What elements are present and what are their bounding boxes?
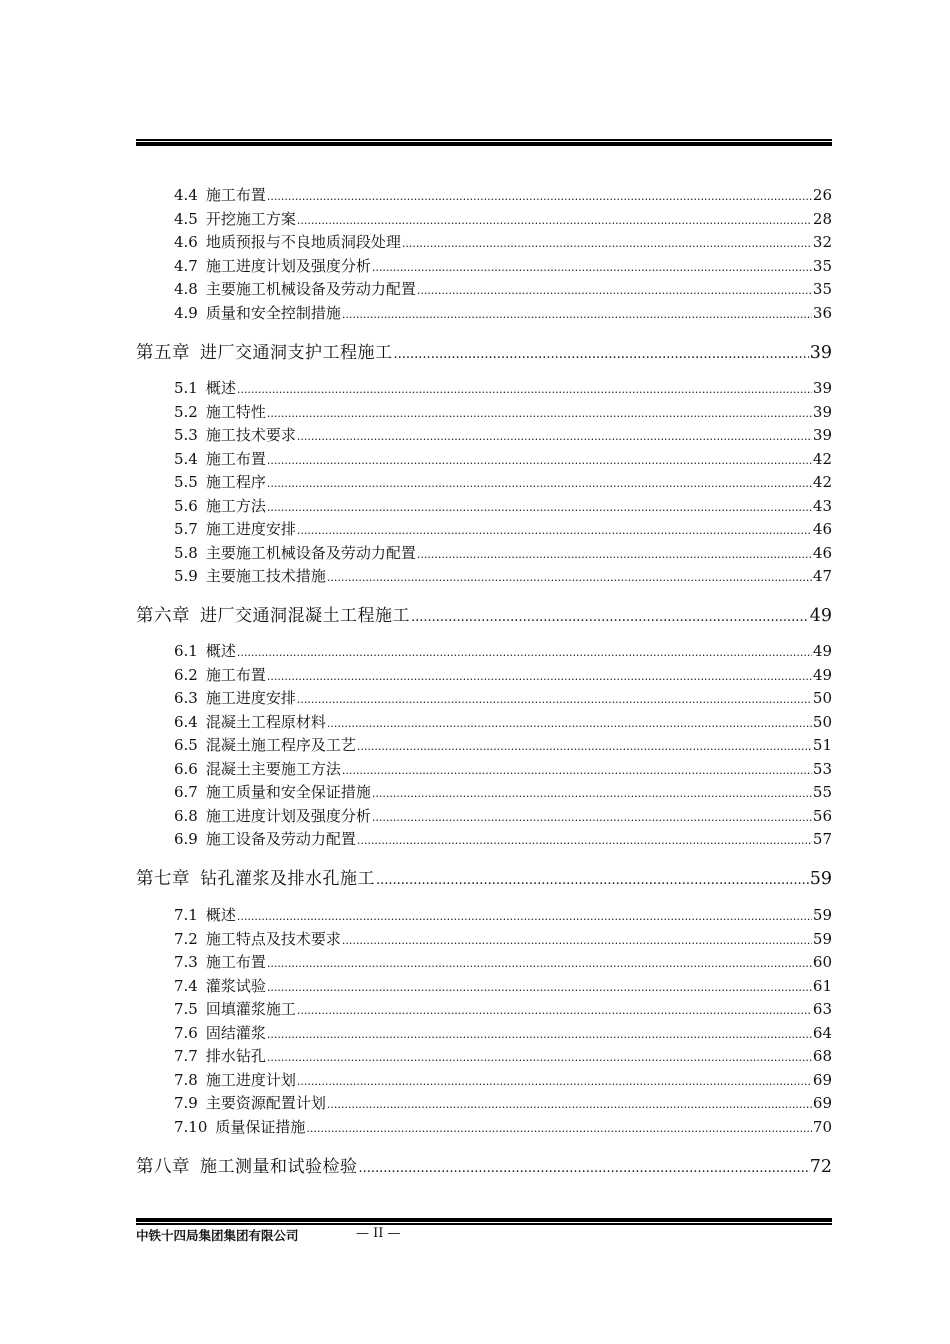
toc-section-title: 质量和安全控制措施 — [205, 303, 341, 322]
toc-dot-leader — [297, 1004, 812, 1017]
toc-chapter-entry[interactable] — [136, 338, 832, 364]
toc-page-number: 39 — [809, 343, 832, 363]
toc-section-title: 施工特性 — [205, 402, 266, 421]
toc-section-number: 6.3 — [174, 689, 198, 707]
toc-section-title: 施工质量和安全保证措施 — [205, 783, 371, 801]
footer-rule — [136, 1218, 832, 1225]
toc-page-number: 53 — [812, 759, 832, 778]
toc-section-title: 主要施工机械设备及劳动力配置 — [205, 543, 416, 562]
toc-chapter-title: 钻孔灌浆及排水孔施工 — [200, 869, 375, 889]
toc-section-number: 6.6 — [174, 759, 198, 778]
toc-section-entry[interactable] — [174, 1116, 832, 1138]
toc-section-number: 5.6 — [174, 496, 198, 515]
toc-section-number: 4.8 — [174, 280, 198, 298]
toc-section-title: 施工方法 — [205, 496, 266, 515]
toc-dot-leader — [327, 1098, 812, 1111]
toc-dot-leader — [267, 957, 812, 970]
toc-dot-leader — [402, 237, 812, 250]
toc-dot-leader — [394, 347, 809, 362]
toc-dot-leader — [372, 261, 812, 274]
toc-dot-leader — [327, 717, 812, 730]
toc-section-title: 施工程序 — [205, 473, 266, 491]
toc-section-entry[interactable] — [174, 687, 832, 709]
toc-section-title: 主要资源配置计划 — [205, 1094, 326, 1112]
toc-dot-leader — [267, 454, 812, 467]
toc-section-entry[interactable] — [174, 495, 832, 517]
toc-section-title: 主要施工技术措施 — [205, 567, 326, 585]
toc-dot-leader — [372, 811, 812, 824]
toc-section-entry[interactable] — [174, 781, 832, 803]
toc-section-entry[interactable] — [174, 998, 832, 1020]
toc-section-entry[interactable] — [174, 828, 832, 850]
toc-section-number: 6.8 — [174, 806, 198, 825]
toc-chapter-label: 第八章 — [136, 1157, 190, 1177]
toc-section-title: 施工进度安排 — [205, 520, 296, 538]
toc-page-number: 60 — [812, 953, 832, 971]
toc-section-number: 6.1 — [174, 642, 198, 660]
toc-dot-leader — [267, 477, 812, 490]
toc-section-entry[interactable] — [174, 565, 832, 587]
toc-section-number: 6.9 — [174, 830, 198, 848]
toc-section-number: 5.7 — [174, 520, 198, 538]
toc-page-number: 36 — [812, 303, 832, 322]
toc-section-number: 4.9 — [174, 303, 198, 322]
toc-section-title: 施工布置 — [205, 665, 266, 684]
toc-section-number: 5.9 — [174, 567, 198, 585]
toc-section-number: 5.4 — [174, 449, 198, 468]
toc-section-entry[interactable] — [174, 401, 832, 423]
toc-dot-leader — [297, 524, 812, 537]
toc-section-entry[interactable] — [174, 542, 832, 564]
toc-section-title: 概述 — [205, 379, 236, 397]
toc-chapter-entry[interactable] — [136, 601, 832, 627]
toc-section-entry[interactable] — [174, 1022, 832, 1044]
toc-section-entry[interactable] — [174, 302, 832, 324]
toc-page-number: 56 — [812, 806, 832, 825]
toc-dot-leader — [267, 670, 812, 683]
toc-dot-leader — [267, 1051, 812, 1064]
toc-page-number: 43 — [812, 496, 832, 515]
toc-section-entry[interactable] — [174, 471, 832, 493]
toc-section-entry[interactable] — [174, 928, 832, 950]
toc-dot-leader — [267, 407, 812, 420]
toc-dot-leader — [237, 646, 812, 659]
toc-section-number: 7.6 — [174, 1023, 198, 1042]
toc-dot-leader — [306, 1122, 811, 1135]
toc-section-number: 5.3 — [174, 426, 198, 444]
toc-dot-leader — [357, 834, 812, 847]
toc-page-number: 42 — [812, 449, 832, 468]
toc-dot-leader — [267, 190, 812, 203]
toc-page-number: 64 — [812, 1023, 832, 1042]
toc-section-entry[interactable] — [174, 424, 832, 446]
toc-page-number: 59 — [809, 869, 832, 889]
toc-page-number: 72 — [809, 1157, 832, 1177]
toc-page-number: 61 — [812, 976, 832, 995]
toc-page-number: 50 — [812, 689, 832, 707]
toc-chapter-label: 第五章 — [136, 343, 190, 363]
toc-section-entry[interactable] — [174, 805, 832, 827]
toc-chapter-title: 进厂交通洞混凝土工程施工 — [200, 606, 410, 626]
toc-dot-leader — [359, 1161, 809, 1176]
toc-section-number: 4.5 — [174, 209, 198, 228]
toc-dot-leader — [327, 571, 812, 584]
toc-dot-leader — [342, 764, 812, 777]
toc-page-number: 32 — [812, 233, 832, 251]
toc-section-entry[interactable] — [174, 975, 832, 997]
toc-section-entry[interactable] — [174, 904, 832, 926]
toc-section-entry[interactable] — [174, 208, 832, 230]
toc-section-number: 7.3 — [174, 953, 198, 971]
toc-dot-leader — [417, 548, 812, 561]
toc-page-number: 49 — [812, 642, 832, 660]
toc-section-entry[interactable] — [174, 640, 832, 662]
toc-section-number: 7.4 — [174, 976, 198, 995]
toc-section-number: 6.7 — [174, 783, 198, 801]
page-footer — [136, 1226, 401, 1244]
toc-section-entry[interactable] — [174, 734, 832, 756]
toc-section-title: 施工进度安排 — [205, 689, 296, 707]
toc-dot-leader — [297, 214, 812, 227]
toc-section-number: 5.5 — [174, 473, 198, 491]
toc-page-number: 63 — [812, 1000, 832, 1018]
toc-section-title: 概述 — [205, 642, 236, 660]
toc-section-title: 固结灌浆 — [205, 1023, 266, 1042]
toc-chapter-title: 进厂交通洞支护工程施工 — [200, 343, 393, 363]
toc-section-title: 施工布置 — [205, 953, 266, 971]
toc-section-entry[interactable] — [174, 951, 832, 973]
toc-section-title: 施工设备及劳动力配置 — [205, 830, 356, 848]
toc-page-number: 42 — [812, 473, 832, 491]
toc-section-number: 7.8 — [174, 1070, 198, 1089]
toc-section-title: 施工特点及技术要求 — [205, 929, 341, 948]
toc-page-number: 69 — [812, 1070, 832, 1089]
toc-dot-leader — [342, 308, 812, 321]
toc-dot-leader — [237, 910, 812, 923]
toc-chapter-title: 施工测量和试验检验 — [200, 1157, 358, 1177]
toc-dot-leader — [297, 1075, 812, 1088]
toc-page-number: 70 — [812, 1117, 832, 1136]
toc-page-number: 39 — [812, 379, 832, 397]
toc-section-number: 7.9 — [174, 1094, 198, 1112]
toc-section-entry[interactable] — [174, 377, 832, 399]
toc-section-title: 地质预报与不良地质洞段处理 — [205, 233, 401, 251]
toc-section-title: 施工进度计划 — [205, 1070, 296, 1089]
toc-dot-leader — [357, 740, 812, 753]
toc-section-title: 灌浆试验 — [205, 976, 266, 995]
toc-page-number: 26 — [812, 186, 832, 204]
toc-section-number: 4.6 — [174, 233, 198, 251]
toc-section-entry[interactable] — [174, 184, 832, 206]
toc-page-number: 49 — [809, 606, 832, 626]
toc-dot-leader — [267, 1028, 812, 1041]
toc-page-number: 47 — [812, 567, 832, 585]
toc-section-entry[interactable] — [174, 255, 832, 277]
toc-section-title: 施工布置 — [205, 186, 266, 204]
toc-section-entry[interactable] — [174, 758, 832, 780]
toc-chapter-label: 第六章 — [136, 606, 190, 626]
toc-page-number: 51 — [812, 736, 832, 754]
toc-page-number: 49 — [812, 665, 832, 684]
toc-section-title: 概述 — [205, 906, 236, 924]
toc-chapter-label: 第七章 — [136, 869, 190, 889]
toc-dot-leader — [297, 430, 812, 443]
toc-section-entry[interactable] — [174, 518, 832, 540]
toc-page-number: 39 — [812, 402, 832, 421]
toc-section-number: 5.2 — [174, 402, 198, 421]
toc-section-entry[interactable] — [174, 1092, 832, 1114]
toc-section-title: 施工进度计划及强度分析 — [205, 806, 371, 825]
toc-section-title: 施工布置 — [205, 449, 266, 468]
toc-section-number: 4.4 — [174, 186, 198, 204]
toc-page-number: 68 — [812, 1047, 832, 1065]
toc-page-number: 69 — [812, 1094, 832, 1112]
toc-section-number: 7.2 — [174, 929, 198, 948]
toc-page-number: 59 — [812, 906, 832, 924]
toc-section-title: 混凝土主要施工方法 — [205, 759, 341, 778]
toc-section-title: 排水钻孔 — [205, 1047, 266, 1065]
toc-page-number: 46 — [812, 543, 832, 562]
toc-page-number: 59 — [812, 929, 832, 948]
toc-page-number: 39 — [812, 426, 832, 444]
footer-page-number: — II — — [356, 1226, 401, 1241]
toc-dot-leader — [417, 284, 812, 297]
toc-section-title: 施工技术要求 — [205, 426, 296, 444]
toc-dot-leader — [237, 383, 812, 396]
toc-section-number: 6.5 — [174, 736, 198, 754]
toc-section-entry[interactable] — [174, 1045, 832, 1067]
toc-section-number: 7.5 — [174, 1000, 198, 1018]
toc-section-number: 7.10 — [174, 1117, 208, 1136]
toc-section-title: 混凝土工程原材料 — [205, 712, 326, 731]
toc-section-title: 施工进度计划及强度分析 — [205, 256, 371, 275]
toc-dot-leader — [372, 787, 812, 800]
toc-dot-leader — [297, 693, 812, 706]
toc-section-title: 回填灌浆施工 — [205, 1000, 296, 1018]
toc-dot-leader — [342, 934, 812, 947]
toc-dot-leader — [267, 501, 812, 514]
toc-section-title: 质量保证措施 — [215, 1117, 306, 1136]
toc-page-number: 35 — [812, 280, 832, 298]
toc-dot-leader — [267, 981, 812, 994]
toc-section-entry[interactable] — [174, 711, 832, 733]
toc-section-entry[interactable] — [174, 664, 832, 686]
toc-section-title: 混凝土施工程序及工艺 — [205, 736, 356, 754]
toc-dot-leader — [376, 873, 809, 888]
toc-section-number: 7.7 — [174, 1047, 198, 1065]
toc-page-number: 55 — [812, 783, 832, 801]
toc-chapter-entry[interactable] — [136, 864, 832, 890]
toc-section-number: 5.1 — [174, 379, 198, 397]
toc-page-number: 46 — [812, 520, 832, 538]
toc-page-number: 57 — [812, 830, 832, 848]
toc-section-number: 6.2 — [174, 665, 198, 684]
toc-section-number: 4.7 — [174, 256, 198, 275]
toc-section-number: 5.8 — [174, 543, 198, 562]
toc-page-number: 35 — [812, 256, 832, 275]
toc-section-number: 7.1 — [174, 906, 198, 924]
toc-chapter-entry[interactable] — [136, 1152, 832, 1178]
toc-section-entry[interactable] — [174, 231, 832, 253]
toc-section-entry[interactable] — [174, 278, 832, 300]
header-rule — [136, 139, 832, 146]
toc-section-entry[interactable] — [174, 1069, 832, 1091]
toc-section-number: 6.4 — [174, 712, 198, 731]
toc-section-entry[interactable] — [174, 448, 832, 470]
toc-page-number: 28 — [812, 209, 832, 228]
toc-page-number: 50 — [812, 712, 832, 731]
toc-section-title: 主要施工机械设备及劳动力配置 — [205, 280, 416, 298]
footer-organization: 中铁十四局集团集团有限公司 — [136, 1228, 299, 1243]
toc-dot-leader — [411, 610, 809, 625]
toc-section-title: 开挖施工方案 — [205, 209, 296, 228]
